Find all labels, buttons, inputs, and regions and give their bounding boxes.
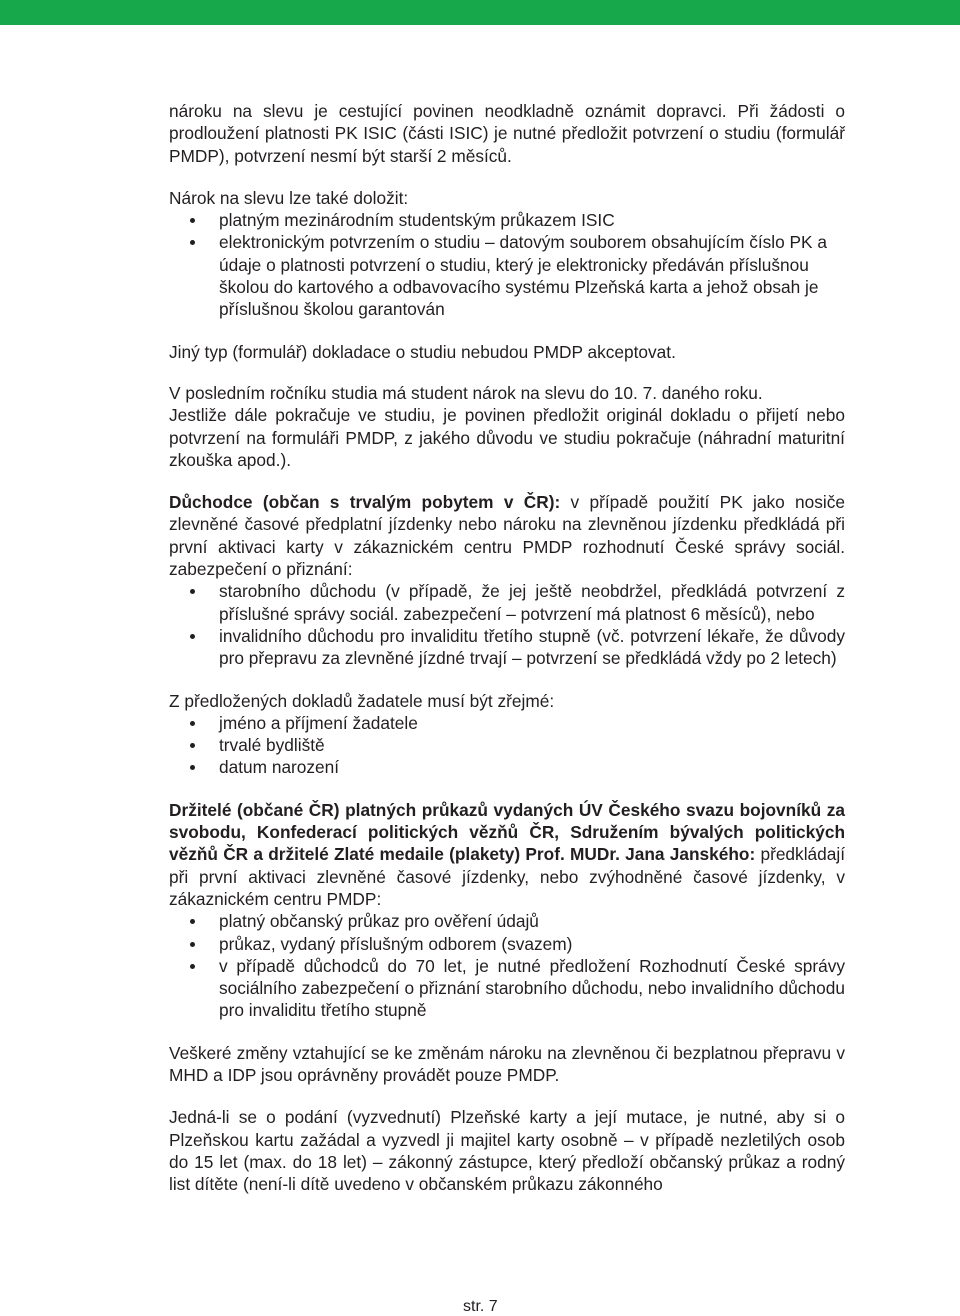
pensioner-heading: Důchodce (občan s trvalým pobytem v ČR): (169, 492, 561, 513)
list-item: invalidního důchodu pro invaliditu třetího stupně (vč. potvrzení lékaře, že důvody pro přepravu za zlevněné jízdné trvají – potvrzení se předkládá vždy po 2 letech) (169, 625, 845, 670)
bullet-icon (190, 942, 195, 947)
list-proof-options (169, 209, 845, 320)
page-number: str. 7 (463, 1298, 498, 1315)
list-item: průkaz, vydaný příslušným odborem (svazem) (169, 933, 845, 955)
list-holder-documents (169, 910, 845, 1021)
paragraph-pensioner: Důchodce (občan s trvalým pobytem v ČR): v případě použití PK jako nosiče zlevněné časové předplatní jízdenky nebo nároku na zlevněnou jízdenku předkládá při první aktivaci karty v zákaznickém centru PMDP rozhodnutí České správy sociál. zabezpečení o přiznání: (169, 492, 845, 580)
list-item: v případě důchodců do 70 let, je nutné předložení Rozhodnutí České správy sociálního zabezpečení o přiznání starobního důchodu, nebo invalidního důchodu pro invaliditu třetího stupně (169, 955, 845, 1022)
list-item: elektronickým potvrzením o studiu – datovým souborem obsahujícím číslo PK a údaje o platnosti potvrzení o studiu, který je elektronicky předáván příslušnou školou do kartového a odbavovacího systému Plzeňská karta a jehož obsah je příslušnou školou garantován (169, 231, 845, 320)
list-item: platný občanský průkaz pro ověření údajů (169, 910, 845, 932)
bullet-icon (190, 218, 195, 223)
header-color-bar (0, 0, 960, 25)
bullet-icon (190, 634, 195, 639)
list-item: trvalé bydliště (169, 734, 845, 756)
list-item: jméno a příjmení žadatele (169, 712, 845, 734)
list-item: starobního důchodu (v případě, že jej ještě neobdržel, předkládá potvrzení z příslušné správy sociál. zabezpečení – potvrzení má platnost 6 měsíců), nebo (169, 580, 845, 625)
list-required-info (169, 712, 845, 779)
bullet-icon (190, 721, 195, 726)
bullet-icon (190, 240, 195, 245)
paragraph-student-notice: nároku na slevu je cestující povinen neodkladně oznámit dopravci. Při žádosti o prodloužení platnosti PK ISIC (části ISIC) je nutné předložit potvrzení o studiu (formulář PMDP), potvrzení nesmí být starší 2 měsíců. (169, 101, 845, 166)
bullet-icon (190, 964, 195, 969)
list-pension-types (169, 580, 845, 669)
paragraph-changes: Veškeré změny vztahující se ke změnám nároku na zlevněnou či bezplatnou přepravu v MHD a IDP jsou oprávněny provádět pouze PMDP. (169, 1042, 845, 1085)
paragraph-other-forms: Jiný typ (formulář) dokladace o studiu nebudou PMDP akceptovat. (169, 341, 676, 362)
paragraph-required-info: Z předložených dokladů žadatele musí být zřejmé: (169, 690, 555, 711)
paragraph-continuation: Jestliže dále pokračuje ve studiu, je povinen předložit originál dokladu o přijetí nebo potvrzení na formuláři PMDP, z jakého důvodu ve studiu pokračuje (náhradní maturitní zkouška apod.). (169, 405, 845, 470)
bullet-icon (190, 743, 195, 748)
paragraph-card-pickup: Jedná-li se o podání (vyzvednutí) Plzeňské karty a její mutace, je nutné, aby si o Plzeňskou kartu zažádal a vyzvedl ji majitel karty osobně – v případě nezletilých osob do 15 let (max. do 18 let) – zákonný zástupce, který předloží občanský průkaz a rodný list dítěte (není-li dítě uvedeno v občanském průkazu zákonného (169, 1107, 845, 1195)
bullet-icon (190, 919, 195, 924)
card-holders-heading: Držitelé (občané ČR) platných průkazů vydaných ÚV Českého svazu bojovníků za svobodu, Konfederací politických vězňů ČR, Sdružením bývalých politických vězňů ČR a držitelé Zlaté medaile (plakety) Prof. MUDr. Jana Janského: (169, 799, 845, 865)
list-item: datum narození (169, 756, 845, 778)
paragraph-card-holders: Držitelé (občané ČR) platných průkazů vydaných ÚV Českého svazu bojovníků za svobodu, Konfederací politických vězňů ČR, Sdružením bývalých politických vězňů ČR a držitelé Zlaté medaile (plakety) Prof. MUDr. Jana Janského: předkládají při první aktivaci zlevněné časové jízdenky, nebo zvýhodněné časové jízdenky, v zákaznickém centru PMDP: (169, 799, 846, 909)
list-item: platným mezinárodním studentským průkazem ISIC (169, 209, 845, 231)
paragraph-last-year: V posledním ročníku studia má student nárok na slevu do 10. 7. daného roku. (169, 382, 763, 403)
paragraph-proof-intro: Nárok na slevu lze také doložit: (169, 187, 409, 208)
document-body (169, 100, 845, 1195)
bullet-icon (190, 589, 195, 594)
bullet-icon (190, 765, 195, 770)
